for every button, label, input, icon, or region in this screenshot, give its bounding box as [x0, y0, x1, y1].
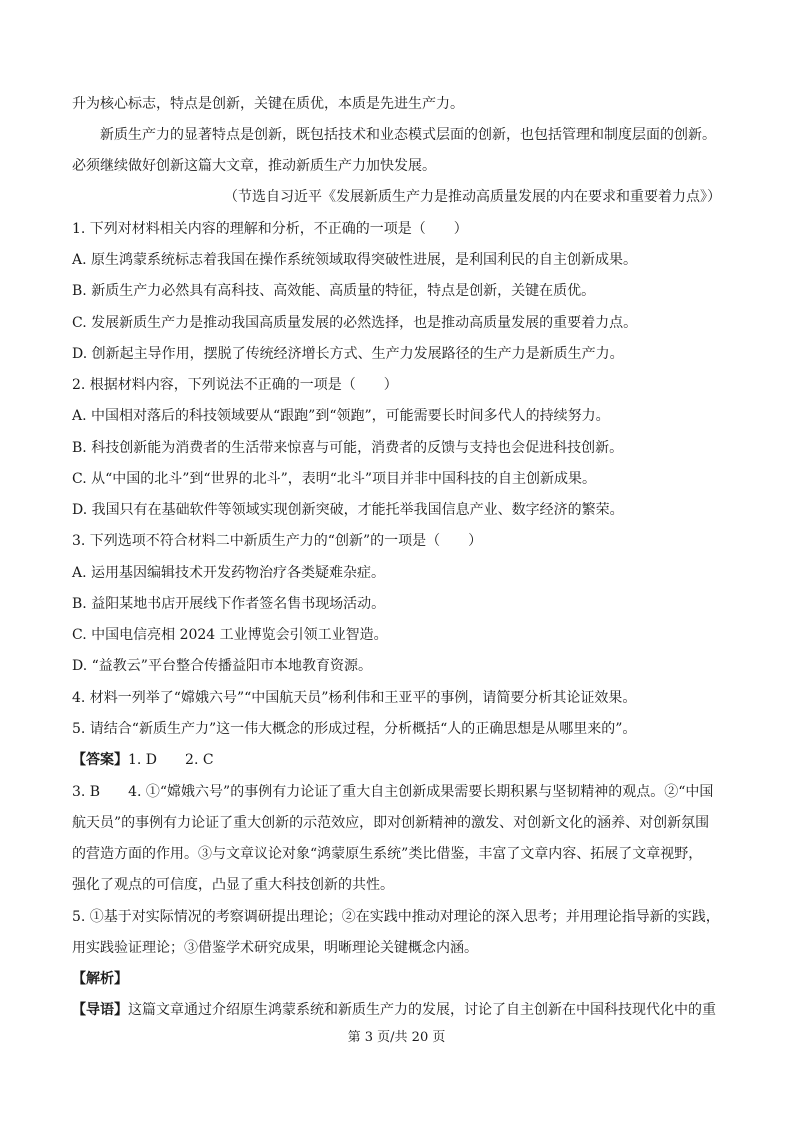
q1-option-d: D. 创新起主导作用，摆脱了传统经济增长方式、生产力发展路径的生产力是新质生产力。 [72, 346, 624, 362]
q3-option-b: B. 益阳某地书店开展线下作者签名售书现场活动。 [72, 596, 386, 612]
q1-option-c: C. 发展新质生产力是推动我国高质量发展的必然选择，也是推动高质量发展的重要着力点。 [72, 315, 638, 331]
answer-row [72, 750, 214, 770]
body-line-0: 升为核心标志，特点是创新，关键在质优，本质是先进生产力。 [72, 96, 464, 112]
q2-option-d: D. 我国只有在基础软件等领域实现创新突破，才能托举我国信息产业、数字经济的繁荣。 [72, 502, 624, 518]
question-2: 2. 根据材料内容，下列说法不正确的一项是（ ） [72, 377, 398, 393]
answer-line-0: 3. B 4. ①“嫦娥六号”的事例有力论证了重大自主创新成果需要长期积累与坚韧精神的观点。②“中国 [72, 784, 714, 800]
guide-text: 这篇文章通过介绍原生鸿蒙系统和新质生产力的发展，讨论了自主创新在中国科技现代化中的重 [128, 1002, 716, 1018]
page-footer: 第 3 页/共 20 页 [347, 1030, 446, 1045]
source-citation: （节选自习近平《发展新质生产力是推动高质量发展的内在要求和重要着力点》） [224, 189, 721, 205]
analysis-label: 【解析】 [72, 971, 128, 987]
answer-line-1: 航天员”的事例有力论证了重大创新的示范效应，即对创新精神的激发、对创新文化的涵养、对创新氛围 [72, 815, 710, 831]
answer-label: 【答案】 [72, 752, 128, 768]
body-line-2: 必须继续做好创新这篇大文章，推动新质生产力加快发展。 [72, 158, 436, 174]
q3-option-d: D. “益教云”平台整合传播益阳市本地教育资源。 [72, 658, 372, 674]
answer-1-2: 1. D 2. C [128, 752, 214, 768]
question-5: 5. 请结合“新质生产力”这一伟大概念的形成过程，分析概括“人的正确思想是从哪里来的”。 [72, 721, 637, 737]
q1-option-a: A. 原生鸿蒙系统标志着我国在操作系统领域取得突破性进展，是利国利民的自主创新成果。 [72, 252, 638, 268]
question-3: 3. 下列选项不符合材料二中新质生产力的“创新”的一项是（ ） [72, 533, 483, 549]
guide-label: 【导语】 [72, 1002, 128, 1018]
q2-option-a: A. 中国相对落后的科技领域要从“跟跑”到“领跑”，可能需要长时间多代人的持续努力。 [72, 408, 610, 424]
q3-option-c: C. 中国电信亮相 2024 工业博览会引领工业智造。 [72, 627, 388, 643]
q2-option-c: C. 从“中国的北斗”到“世界的北斗”，表明“北斗”项目并非中国科技的自主创新成果。 [72, 471, 597, 487]
question-4: 4. 材料一列举了“嫦娥六号”“中国航天员”杨利伟和王亚平的事例，请简要分析其论证效果。 [72, 690, 637, 706]
q1-option-b: B. 新质生产力必然具有高科技、高效能、高质量的特征，特点是创新，关键在质优。 [72, 283, 596, 299]
q3-option-a: A. 运用基因编辑技术开发药物治疗各类疑难杂症。 [72, 565, 386, 581]
body-line-1: 新质生产力的显著特点是创新，既包括技术和业态模式层面的创新，也包括管理和制度层面的创新。 [100, 127, 716, 143]
answer-line-3: 强化了观点的可信度，凸显了重大科技创新的共性。 [72, 877, 394, 893]
answer-line-4: 5. ①基于对实际情况的考察调研提出理论；②在实践中推动对理论的深入思考；并用理论指导新的实践， [72, 909, 720, 925]
guide-row [72, 1000, 716, 1020]
answer-line-2: 的营造方面的作用。③与文章议论对象“鸿蒙原生系统”类比借鉴，丰富了文章内容、拓展了文章视野， [72, 846, 703, 862]
question-1: 1. 下列对材料相关内容的理解和分析，不正确的一项是（ ） [72, 221, 468, 237]
q2-option-b: B. 科技创新能为消费者的生活带来惊喜与可能，消费者的反馈与支持也会促进科技创新。 [72, 440, 624, 456]
answer-line-5: 用实践验证理论；③借鉴学术研究成果，明晰理论关键概念内涵。 [72, 940, 478, 956]
